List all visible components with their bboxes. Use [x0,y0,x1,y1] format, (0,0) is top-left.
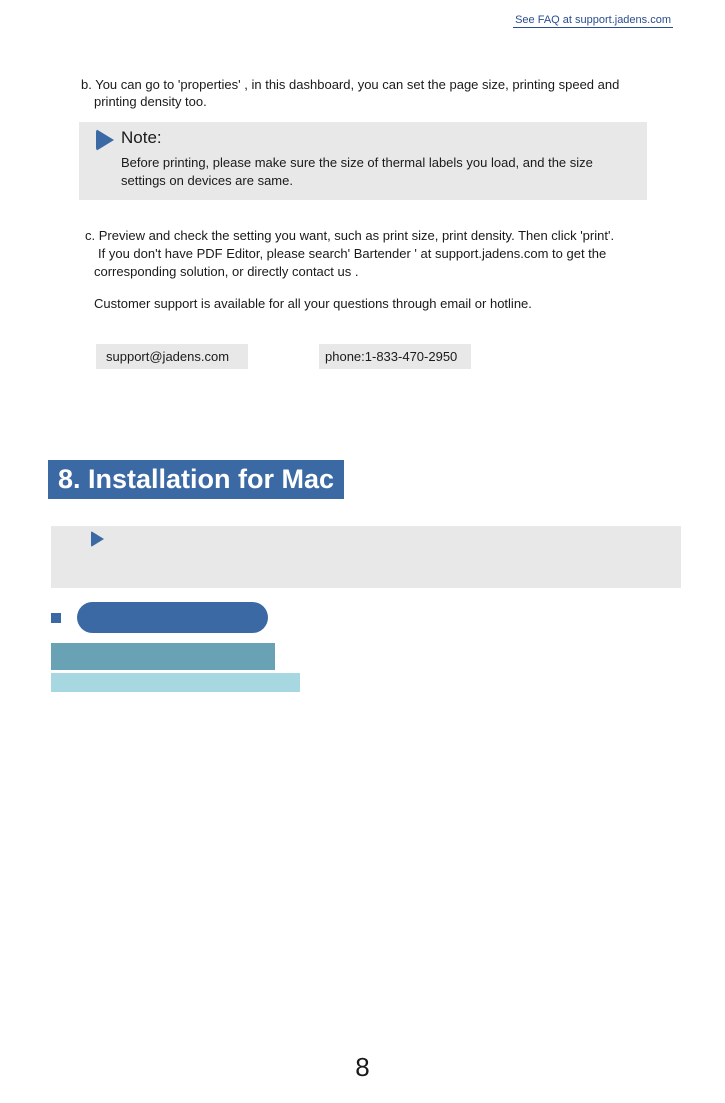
note-title: Note: [121,128,162,147]
note-body [121,154,631,190]
step-c-line2: If you don't have PDF Editor, please search' Bartender ' at support.jadens.com to get the [98,246,607,261]
email-contact: support@jadens.com [96,344,248,369]
page-number: 8 [355,1052,370,1082]
step-b-line2: printing density too. [94,94,207,109]
faq-link[interactable]: See FAQ at support.jadens.com [515,14,671,26]
note-line1: Before printing, please make sure the size of thermal labels you load, and the size [121,155,593,170]
step-c-line1: c. Preview and check the setting you want, such as print size, print density. Then click 'print'. [85,228,615,243]
bullet-square-icon [51,613,61,623]
section-heading: 8. Installation for Mac [48,460,344,499]
step-c-line3: corresponding solution, or directly contact us . [94,264,359,279]
info-band [51,526,681,588]
support-text: Customer support is available for all your questions through email or hotline. [94,296,532,311]
teal-bar [51,643,275,670]
play-arrow-icon [96,129,114,151]
note-line2: settings on devices are same. [121,173,293,188]
play-arrow-icon [91,531,104,547]
phone-contact: phone:1-833-470-2950 [319,344,471,369]
step-b-line1: b. You can go to 'properties' , in this dashboard, you can set the page size, printing speed and [81,77,620,92]
light-teal-bar [51,673,300,692]
subheading-pill [77,602,268,633]
